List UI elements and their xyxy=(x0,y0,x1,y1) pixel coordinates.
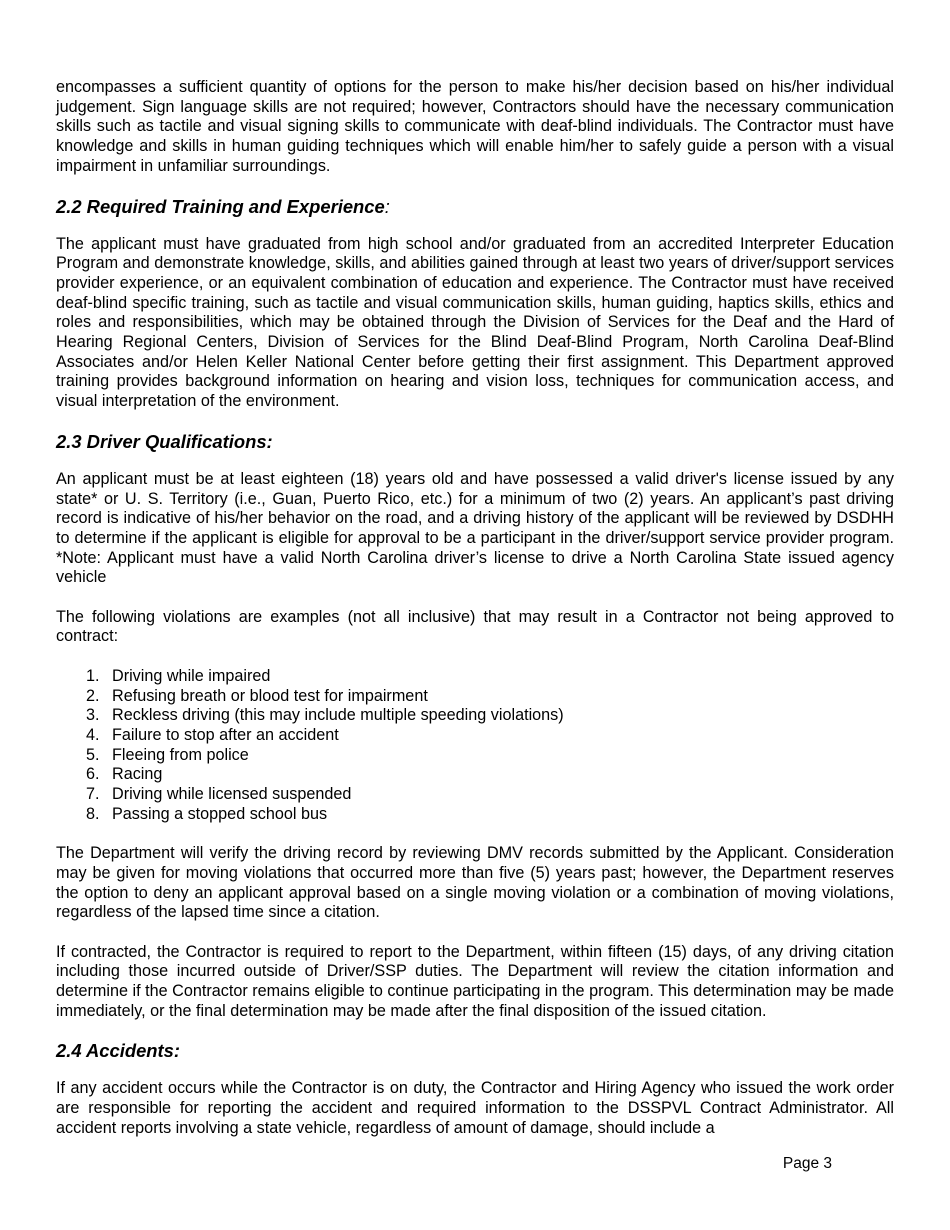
list-item-text: Driving while impaired xyxy=(112,666,271,685)
list-item-text: Fleeing from police xyxy=(112,745,249,764)
violations-intro: The following violations are examples (not all inclusive) that may result in a Contractor not being approved to contract: xyxy=(56,607,894,646)
list-item-number: 8. xyxy=(86,804,100,823)
violations-list xyxy=(56,667,894,825)
citation-reporting-paragraph: If contracted, the Contractor is required to report to the Department, within fifteen (15) days, of any driving citation including those incurred outside of Driver/SSP duties. The Department will review the citation information and determine if the Contractor remains eligible to continue participating in the program. This determination may be made immediately, or the final determination may be made after the final disposition of the issued citation. xyxy=(56,942,894,1020)
list-item xyxy=(56,765,894,785)
section-2-2-colon: : xyxy=(384,195,390,217)
list-item-number: 6. xyxy=(86,765,100,784)
verification-paragraph: The Department will verify the driving record by reviewing DMV records submitted by the Applicant. Consideration may be given for moving violations that occurred more than five (5) years past; however, the Department reserves the option to deny an applicant approval based on a single moving violation or a combination of moving violations, regardless of the lapsed time since a citation. xyxy=(56,844,894,922)
section-2-4-body: If any accident occurs while the Contractor is on duty, the Contractor and Hiring Agency who issued the work order are responsible for reporting the accident and required information to the DSSPVL Contract Administrator. All accident reports involving a state vehicle, regardless of amount of damage, should include a xyxy=(56,1079,894,1137)
list-item-text: Racing xyxy=(112,765,163,784)
page-number: Page 3 xyxy=(782,1155,832,1172)
section-2-4-heading: 2.4 Accidents: xyxy=(56,1040,181,1062)
list-item-text: Driving while licensed suspended xyxy=(112,785,352,804)
list-item xyxy=(56,687,894,707)
section-2-3-body: An applicant must be at least eighteen (18) years old and have possessed a valid driver's license issued by any state* or U. S. Territory (i.e., Guan, Puerto Rico, etc.) for a minimum of two (2) years. An applicant’s past driving record is indicative of his/her behavior on the road, and a driving history of the applicant will be reviewed by DSDHH to determine if the applicant is eligible for approval to be a participant in the driver/support service provider program. *Note: Applicant must have a valid North Carolina driver’s license to drive a North Carolina State issued agency vehicle xyxy=(56,469,894,587)
list-item-text: Failure to stop after an accident xyxy=(112,725,339,744)
section-2-2-heading xyxy=(56,196,894,218)
document-page xyxy=(56,78,894,1139)
list-item-number: 5. xyxy=(86,745,100,764)
continuation-paragraph: encompasses a sufficient quantity of options for the person to make his/her decision based on his/her individual judgement. Sign language skills are not required; however, Contractors should have the necessary communication skills such as tactile and visual signing skills to communicate with deaf-blind individuals. The Contractor must have knowledge and skills in human guiding techniques which will enable him/her to safely guide a person with a visual impairment in unfamiliar surroundings. xyxy=(56,78,894,175)
section-2-2-title: 2.2 Required Training and Experience xyxy=(56,195,385,217)
list-item xyxy=(56,785,894,805)
list-item-number: 2. xyxy=(86,686,100,705)
list-item-number: 7. xyxy=(86,785,100,804)
section-2-3-heading: 2.3 Driver Qualifications: xyxy=(56,430,273,452)
list-item-text: Passing a stopped school bus xyxy=(112,804,328,823)
section-2-2-body: The applicant must have graduated from high school and/or graduated from an accredited Interpreter Education Program and demonstrate knowledge, skills, and abilities gained through at least two years of driver/support services provider experience, or an equivalent combination of education and experience. The Contractor must have received deaf-blind specific training, such as tactile and visual communication skills, human guiding, haptics skills, ethics and roles and responsibilities, which may be obtained through the Division of Services for the Deaf and the Hard of Hearing Regional Centers, Division of Services for the Blind Deaf-Blind Program, North Carolina Deaf-Blind Associates and/or Helen Keller National Center before getting their first assignment. This Department approved training provides background information on hearing and vision loss, techniques for communication access, and visual interpretation of the environment. xyxy=(56,234,894,411)
list-item-number: 3. xyxy=(86,706,100,725)
list-item-text: Reckless driving (this may include multiple speeding violations) xyxy=(112,706,564,725)
list-item xyxy=(56,805,894,825)
list-item-number: 4. xyxy=(86,725,100,744)
list-item xyxy=(56,667,894,687)
list-item-number: 1. xyxy=(86,666,100,685)
list-item xyxy=(56,706,894,726)
list-item-text: Refusing breath or blood test for impairment xyxy=(112,686,428,705)
list-item xyxy=(56,746,894,766)
list-item xyxy=(56,726,894,746)
